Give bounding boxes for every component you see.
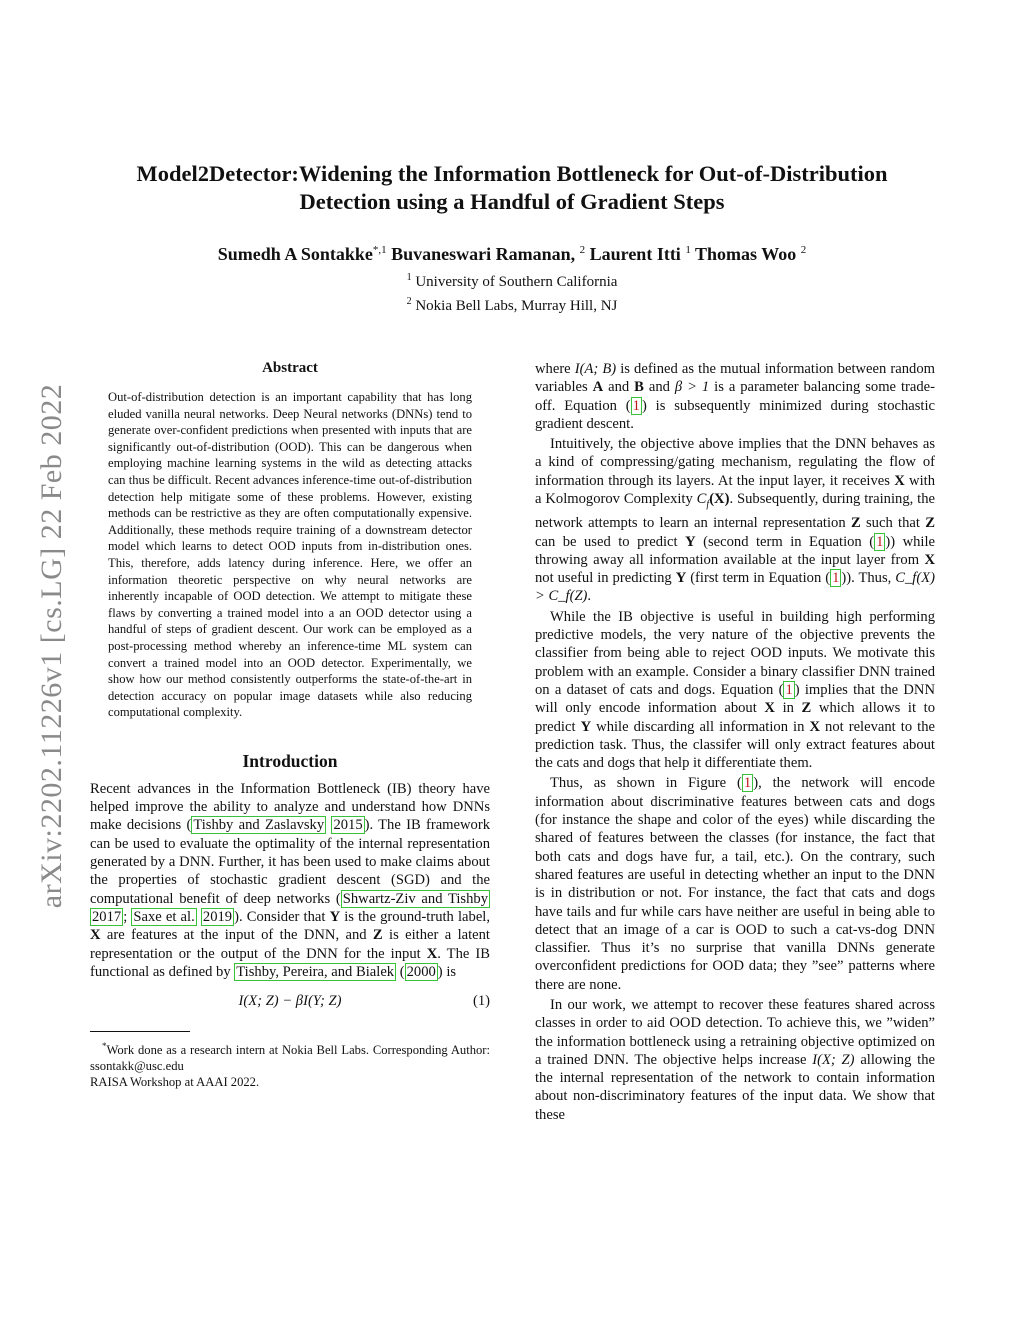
body-paragraph: Thus, as shown in Figure ( 1 ), the network will encode information about discriminative features between cats and dogs (for instance the shape and color of the eyes) while discarding the shared of features between the classes (for instance, the fact that both cats and dogs have fur, a tail, etc.). On the contrary, such shared features are useful in detecting whether an input to the DNN is in distribution or not. For instance, the fact that cats and dogs have tails and fur while cars have neither are useful in being able to detect that an image of a car is OOD to such a cat-vs-dog DNN classifier. Thus it’s no surprise that vanilla DNNs generate overconfident predictions for OOD data; they ”see” patterns where there are none. [535,775,935,993]
equation-ref-link[interactable]: 1 [632,397,640,414]
author-list [90,238,934,266]
citation-year-link[interactable]: 2017 [92,908,122,925]
title-line-2: Detection using a Handful of Gradient Steps [299,189,725,214]
author-mark: 2 [579,244,586,256]
author-name: Buvaneswari Ramanan, [391,244,576,264]
paper-title [90,160,934,216]
author-mark: 2 [800,244,807,256]
equation-ref-link[interactable]: 1 [876,533,884,550]
equation-ref-link[interactable]: 1 [785,681,793,698]
equation-expression: I(X; Z) − βI(Y; Z) [238,993,342,1010]
figure-ref-link[interactable]: 1 [743,775,752,792]
body-paragraph: While the IB objective is useful in building high performing predictive models, the very nature of the objective prevents the classifier from being able to reject OOD inputs. We motivate this problem with an example. Consider a binary classifier DNN trained on a dataset of cats and dogs. Equation ( 1 ) implies that the DNN will only encode information about X in Z which allows it to predict Y while discarding all information in X not relevant to the prediction task. Thus, the classifer will only extract features about the cats and dogs that help it differentiate them. [535,608,935,772]
citation-link[interactable]: Saxe et al. [133,908,195,925]
abstract [108,360,472,721]
affiliations [90,268,934,316]
citation-link[interactable]: Tishby, Pereira, and Bialek [236,963,395,980]
author-name: Thomas Woo [695,244,797,264]
citation-year-link[interactable]: 2000 [406,963,436,980]
body-paragraph: where I(A; B) is defined as the mutual information between random variables A and B and β > 1 is a parameter balancing some trade-off. Equation ( 1 ) is subsequently minimized during stochastic gradient descent. [535,361,936,432]
author-name: Laurent Itti [589,244,681,264]
footnote-text: *Work done as a research intern at Nokia Bell Labs. Corresponding Author: ssontakk@usc.edu [90,1041,490,1074]
footnote-rule [90,1031,190,1032]
citation-link[interactable]: Shwartz-Ziv and Tishby [342,890,489,907]
body-paragraph: In our work, we attempt to recover these features shared across classes in order to aid OOD detection. To achieve this, we ”widen” the information bottleneck using a retraining objective optimized on a trained DNN. The objective helps increase I(X; Z) allowing the the internal representation of the network to contain information about non-discriminatory features of the input data. We show that these [535,997,935,1123]
author-name: Sumedh A Sontakke [217,244,373,264]
abstract-text: Out-of-distribution detection is an important capability that has long eluded vanilla neural networks. Deep Neural networks (DNNs) tend to generate over-confident predictions when presented with inputs that are significantly out-of-distribution (OOD). This can be dangerous when employing machine learning systems in the wild as detecting attacks can thus be difficult. Recent advances inference-time out-of-distribution detection help mitigate some of these problems. However, existing methods can be restrictive as they are often computationally expensive. Additionally, these methods require training of a downstream detector model which learns to detect OOD inputs from in-distribution ones. This, therefore, adds latency during inference. Here, we offer an information theoretic perspective on why neural networks are inherently incapable of OOD detection. We attempt to mitigate these flaws by converting a trained model into a an OOD detector using a handful of steps of gradient descent. Our work can be employed as a post-processing method whereby an inference-time ML system can convert a trained model into an OOD detector. Experimentally, we show how our method consistently outperforms the state-of-the-art in detection accuracy on popular image datasets while also reducing computational complexity. [108,390,472,720]
section-heading-introduction: Introduction [242,750,338,771]
abstract-heading: Abstract [262,360,318,376]
equation-1 [90,989,490,1015]
affiliation [90,292,934,316]
affiliation [90,268,934,292]
author-mark: 1 [685,244,691,256]
equation-number: (1) [472,993,490,1010]
affiliation-mark: 1 [406,272,412,283]
intro-paragraph: Recent advances in the Information Bottleneck (IB) theory have helped improve the ability to analyze and understand how DNNs make decisions ( Tishby and Zaslavsky 2015 ). The IB framework can be used to evaluate the optimality of the internal representation generated by a DNN. Further, it has been used to make claims about the properties of stochastic gradient descent (SGD) and the computational benefit of deep networks ( Shwartz-Ziv and Tishby 2017 ; Saxe et al. 2019 ). Consider that Y is the ground-truth label, X are features at the input of the DNN, and Z is either a latent representation or the output of the DNN for the input X. The IB functional as defined by Tishby, Pereira, and Bialek ( 2000 ) is [90,780,490,980]
citation-year-link[interactable]: 2019 [202,908,233,925]
affiliation-mark: 2 [406,296,412,307]
arxiv-identifier: arXiv:2202.11226v1 [cs.LG] 22 Feb 2022 [35,383,68,909]
citation-year-link[interactable]: 2015 [333,817,363,834]
title-line-1: Model2Detector:Widening the Information Bottleneck for Out-of-Distribution [136,161,888,186]
affiliation-text: University of Southern California [415,274,618,290]
citation-link[interactable]: Tishby and Zaslavsky [193,817,325,834]
author-mark: *,1 [372,244,387,256]
body-paragraph: Intuitively, the objective above implies that the DNN behaves as a kind of compressing/gating mechanism, regulating the flow of information through its layers. At the input layer, it receives X with a Kolmogorov Complexity $C_f(X)$. Subsequently, during training, the network attempts to learn an internal representation Z such that Z can be used to predict Y (second term in Equation ( 1 )) while throwing away all information available at the input layer from X not useful in predicting Y (first term in Equation ( 1 )). Thus, C_f(X) > C_f(Z). [535,436,936,605]
left-column [90,360,490,1090]
equation-ref-link[interactable]: 1 [832,570,840,587]
venue-note: RAISA Workshop at AAAI 2022. [90,1075,260,1090]
right-column [535,360,935,1124]
affiliation-text: Nokia Bell Labs, Murray Hill, NJ [415,298,618,314]
